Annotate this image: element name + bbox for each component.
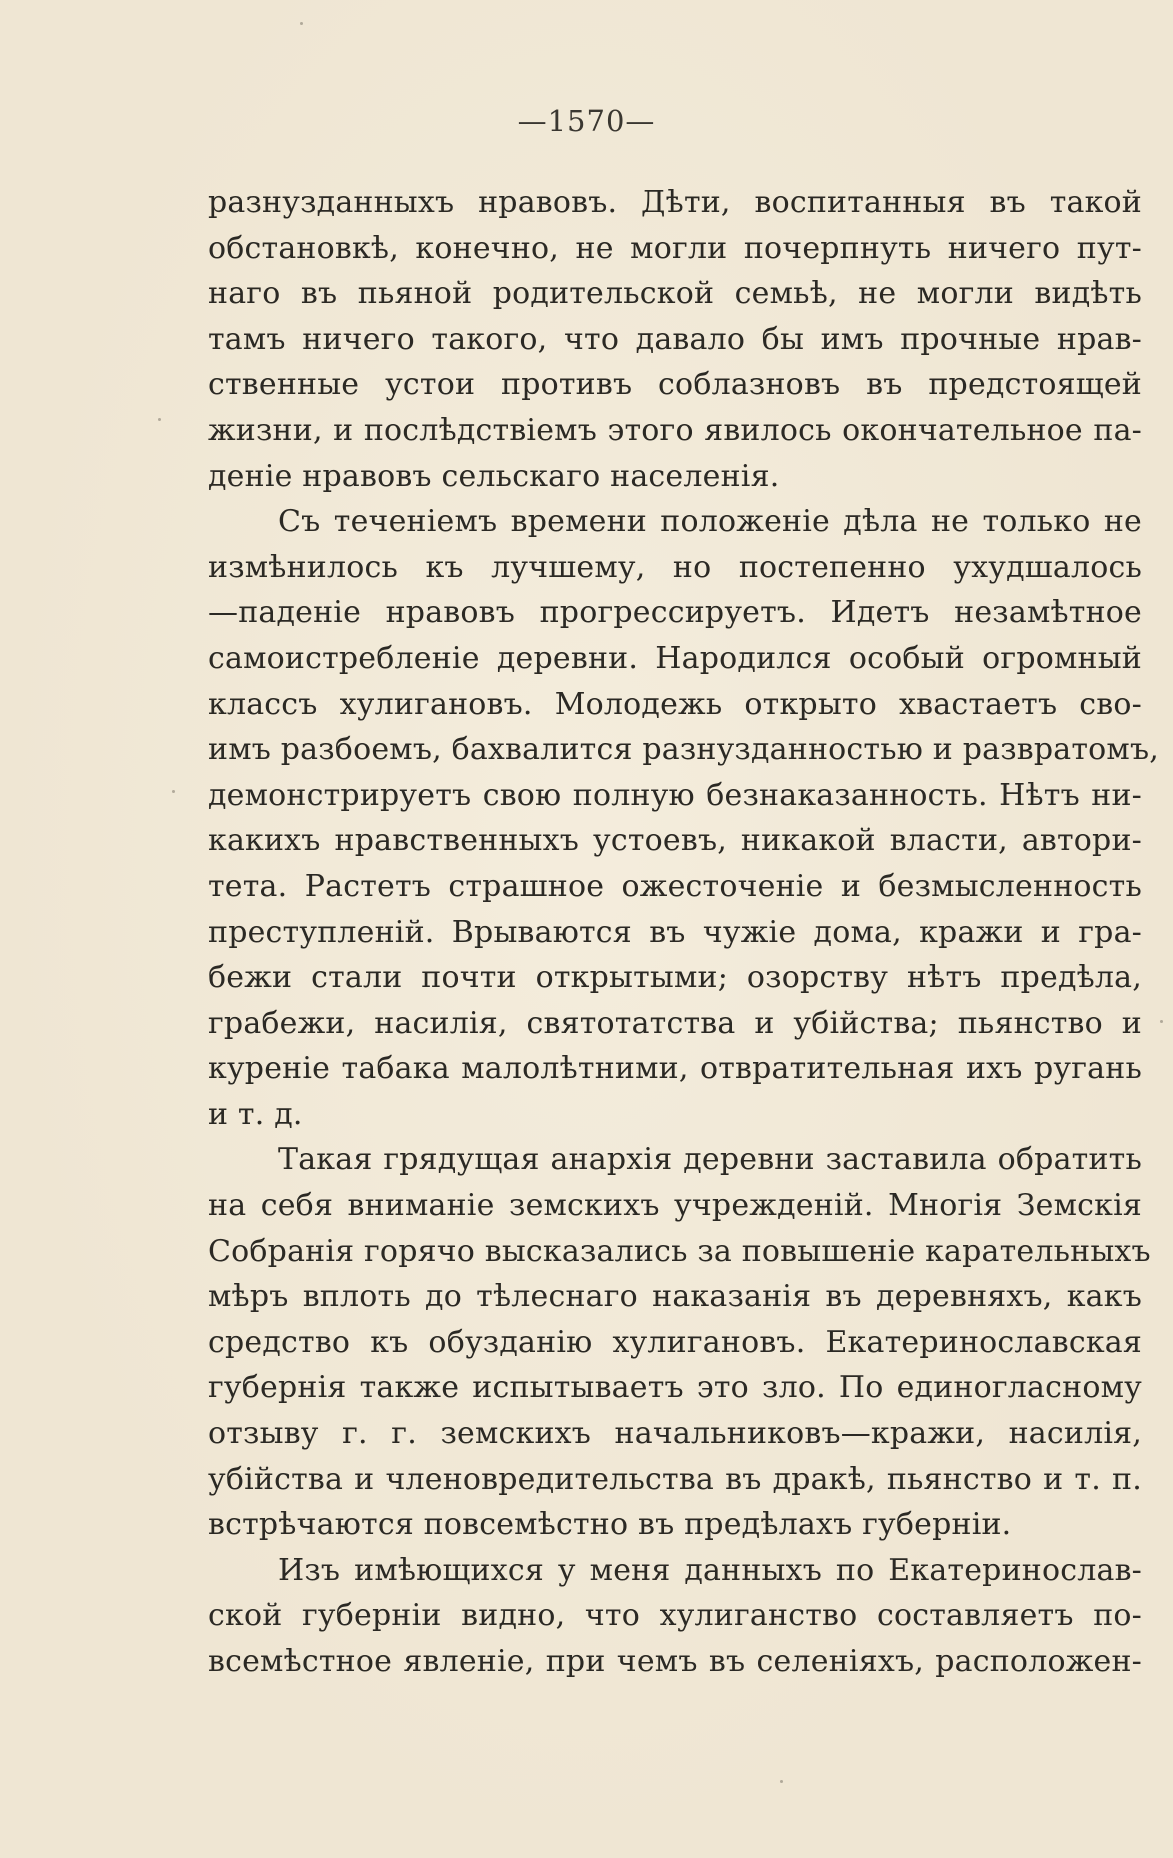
text-line: губернія также испытываетъ это зло. По единогласному <box>208 1370 1142 1406</box>
text-line: тамъ ничего такого, что давало бы имъ прочные нрав- <box>208 321 1142 357</box>
text-line: самоистребленіе деревни. Народился особый огромный <box>208 640 1142 676</box>
text-line: —паденіе нравовъ прогрессируетъ. Идетъ незамѣтное <box>208 595 1142 631</box>
body-text <box>208 180 1159 1685</box>
text-line: мѣръ вплоть до тѣлеснаго наказанія въ деревняхъ, какъ <box>208 1279 1142 1315</box>
paper-speck <box>172 790 175 793</box>
page-number: —1570— <box>517 104 656 138</box>
text-line: Собранія горячо высказались за повышеніе карательныхъ <box>208 1233 1151 1269</box>
text-line: встрѣчаются повсемѣстно въ предѣлахъ губерніи. <box>208 1507 1012 1543</box>
text-line: разнузданныхъ нравовъ. Дѣти, воспитанныя въ такой <box>208 185 1142 220</box>
text-line: Съ теченіемъ времени положеніе дѣла не только не <box>278 504 1142 540</box>
text-line: всемѣстное явленіе, при чемъ въ селеніяхъ, расположен- <box>208 1644 1142 1679</box>
text-line: куреніе табака малолѣтними, отвратительная ихъ ругань <box>208 1051 1142 1087</box>
paper-speck <box>1160 1020 1163 1023</box>
text-line: измѣнилось къ лучшему, но постепенно ухудшалось <box>208 549 1142 585</box>
paper-speck <box>780 1780 783 1783</box>
text-line: убійства и членовредительства въ дракѣ, пьянство и т. п. <box>208 1461 1142 1497</box>
text-line: ственные устои противъ соблазновъ въ предстоящей <box>208 367 1142 403</box>
text-line: средство къ обузданію хулигановъ. Екатеринославская <box>208 1324 1142 1360</box>
text-line: Такая грядущая анархія деревни заставила обратить <box>278 1142 1142 1178</box>
paper-speck <box>300 22 303 25</box>
text-line: отзыву г. г. земскихъ начальниковъ—кражи, насилія, <box>208 1416 1142 1452</box>
text-line: тета. Растетъ страшное ожесточеніе и безмысленность <box>208 868 1142 904</box>
text-line: бежи стали почти открытыми; озорству нѣтъ предѣла, <box>208 960 1142 996</box>
text-line: преступленій. Врываются въ чужіе дома, кражи и гра- <box>208 914 1142 950</box>
paper-speck <box>158 418 161 421</box>
text-line: обстановкѣ, конечно, не могли почерпнуть ничего пут- <box>208 230 1142 266</box>
text-line: имъ разбоемъ, бахвалится разнузданностью и развратомъ, <box>208 732 1159 768</box>
text-line: наго въ пьяной родительской семьѣ, не могли видѣть <box>208 276 1142 312</box>
text-line: классъ хулигановъ. Молодежь открыто хвастаетъ сво- <box>208 686 1142 722</box>
text-line: жизни, и послѣдствіемъ этого явилось окончательное па- <box>208 412 1142 448</box>
text-line: демонстрируетъ свою полную безнаказанность. Нѣтъ ни- <box>208 777 1142 813</box>
text-line: деніе нравовъ сельскаго населенія. <box>208 458 780 494</box>
text-line: ской губерніи видно, что хулиганство составляетъ по- <box>208 1598 1142 1634</box>
text-line: и т. д. <box>208 1096 303 1132</box>
text-line: какихъ нравственныхъ устоевъ, никакой власти, автори- <box>208 823 1142 859</box>
text-line: Изъ имѣющихся у меня данныхъ по Екатеринослав- <box>278 1552 1142 1588</box>
text-line: на себя вниманіе земскихъ учрежденій. Многія Земскія <box>208 1188 1142 1224</box>
text-line: грабежи, насилія, святотатства и убійства; пьянство и <box>208 1005 1142 1041</box>
